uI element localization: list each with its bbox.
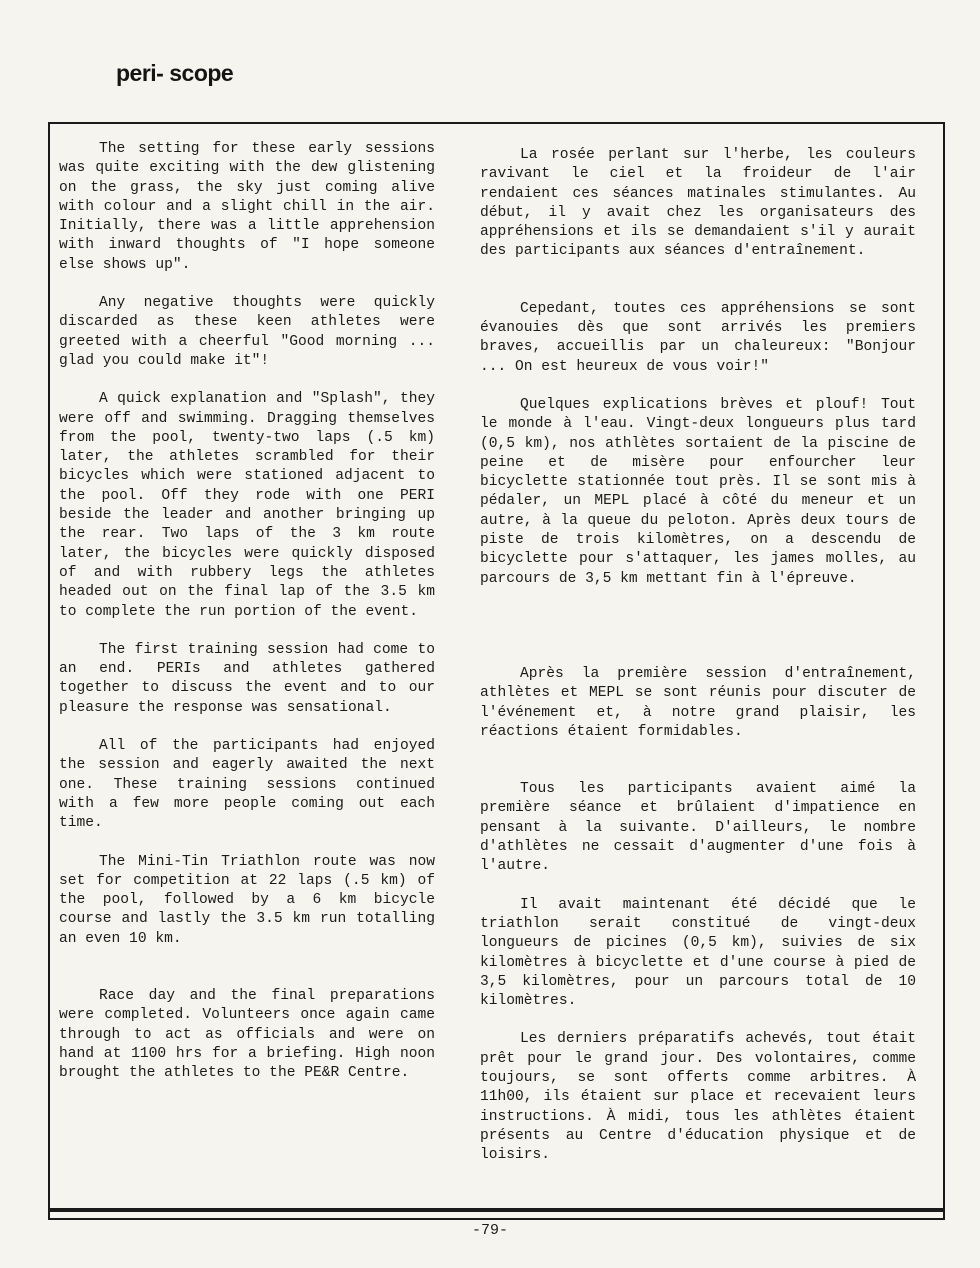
page-title: peri- scope bbox=[116, 60, 234, 86]
fr-paragraph-1: La rosée perlant sur l'herbe, les couleurs ravivant le ciel et la froideur de l'air rendaient ces séances matinales stimulantes. Au début, il y avait chez les organisateurs des appréhensions et ils se demandaient s'il y aurait des participants aux séances d'entraînement. bbox=[480, 147, 916, 260]
fr-paragraph-4: Après la première session d'entraînement, athlètes et MEPL se sont réunis pour discuter de l'événement et, à notre grand plaisir, les réactions étaient formidables. bbox=[480, 665, 916, 740]
en-paragraph-6: The Mini-Tin Triathlon route was now set for competition at 22 laps (.5 km) of the pool, followed by a 6 km bicycle course and lastly the 3.5 km run totalling an even 10 km. bbox=[59, 853, 435, 947]
en-paragraph-1: The setting for these early sessions was quite exciting with the dew glistening on the grass, the sky just coming alive with colour and a slight chill in the air. Initially, there was a little apprehension with inward thoughts of "I hope someone else shows up". bbox=[59, 141, 435, 273]
fr-paragraph-3: Quelques explications brèves et plouf! Tout le monde à l'eau. Vingt-deux longueurs plus tard (0,5 km), nos athlètes sortaient de la piscine de peine et de misère pour enfourcher leur bicyclette stationnée tout près. Il se sont mis à pédaler, un MEPL placé à côté du meneur et un autre, à la queue du peloton. Après deux tours de piste de trois kilomètres, on a descendu de bicyclette pour s'attaquer, les james molles, au parcours de 3,5 km mettant fin à l'épreuve. bbox=[480, 396, 916, 587]
french-column bbox=[480, 146, 916, 1165]
fr-paragraph-2: Cepedant, toutes ces appréhensions se sont évanouies dès que sont arrivés les premiers braves, accueillis par un chaleureux: "Bonjour ... On est heureux de vous voir!" bbox=[480, 300, 916, 375]
page-number: -79- bbox=[471, 1222, 508, 1239]
en-paragraph-4: The first training session had come to an end. PERIs and athletes gathered together to discuss the event and to our pleasure the response was sensational. bbox=[59, 641, 435, 716]
en-paragraph-2: Any negative thoughts were quickly discarded as these keen athletes were greeted with a cheerful "Good morning ... glad you could make it"! bbox=[59, 295, 435, 369]
en-paragraph-3: A quick explanation and "Splash", they were off and swimming. Dragging themselves from the pool, twenty-two laps (.5 km) later, the athletes scrambled for their bicycles which were stationed adjacent to the pool. Off they rode with one PERI beside the leader and another bringing up the rear. Two laps of the 3 km route later, the bicycles were quickly disposed of and with rubbery legs the athletes headed out on the final lap of the 3.5 km to complete the run portion of the event. bbox=[59, 391, 435, 620]
frame-bottom-rule bbox=[48, 1208, 945, 1212]
fr-paragraph-7: Les derniers préparatifs achevés, tout était prêt pour le grand jour. Des volontaires, comme toujours, se sont offerts comme arbitres. À 11h00, ils étaient sur place et recevaient leurs instructions. À midi, tous les athlètes étaient présents au Centre d'éducation physique et de loisirs. bbox=[480, 1031, 916, 1164]
en-paragraph-5: All of the participants had enjoyed the session and eagerly awaited the next one. These training sessions continued with a few more people coming out each time. bbox=[59, 738, 435, 832]
fr-paragraph-5: Tous les participants avaient aimé la première séance et brûlaient d'impatience en pensant à la suivante. D'ailleurs, le nombre d'athlètes ne cessait d'augmenter d'une fois à l'autre. bbox=[480, 781, 916, 875]
english-column bbox=[59, 140, 435, 1083]
fr-paragraph-6: Il avait maintenant été décidé que le triathlon serait constitué de vingt-deux longueurs de picines (0,5 km), suivies de six kilomètres à bicyclette et d'une course à pied de 3,5 kilomètres, pour un parcours total de 10 kilomètres. bbox=[480, 896, 916, 1010]
en-paragraph-7: Race day and the final preparations were completed. Volunteers once again came through to act as officials and were on hand at 1100 hrs for a briefing. High noon brought the athletes to the PE&R Centre. bbox=[59, 987, 435, 1082]
